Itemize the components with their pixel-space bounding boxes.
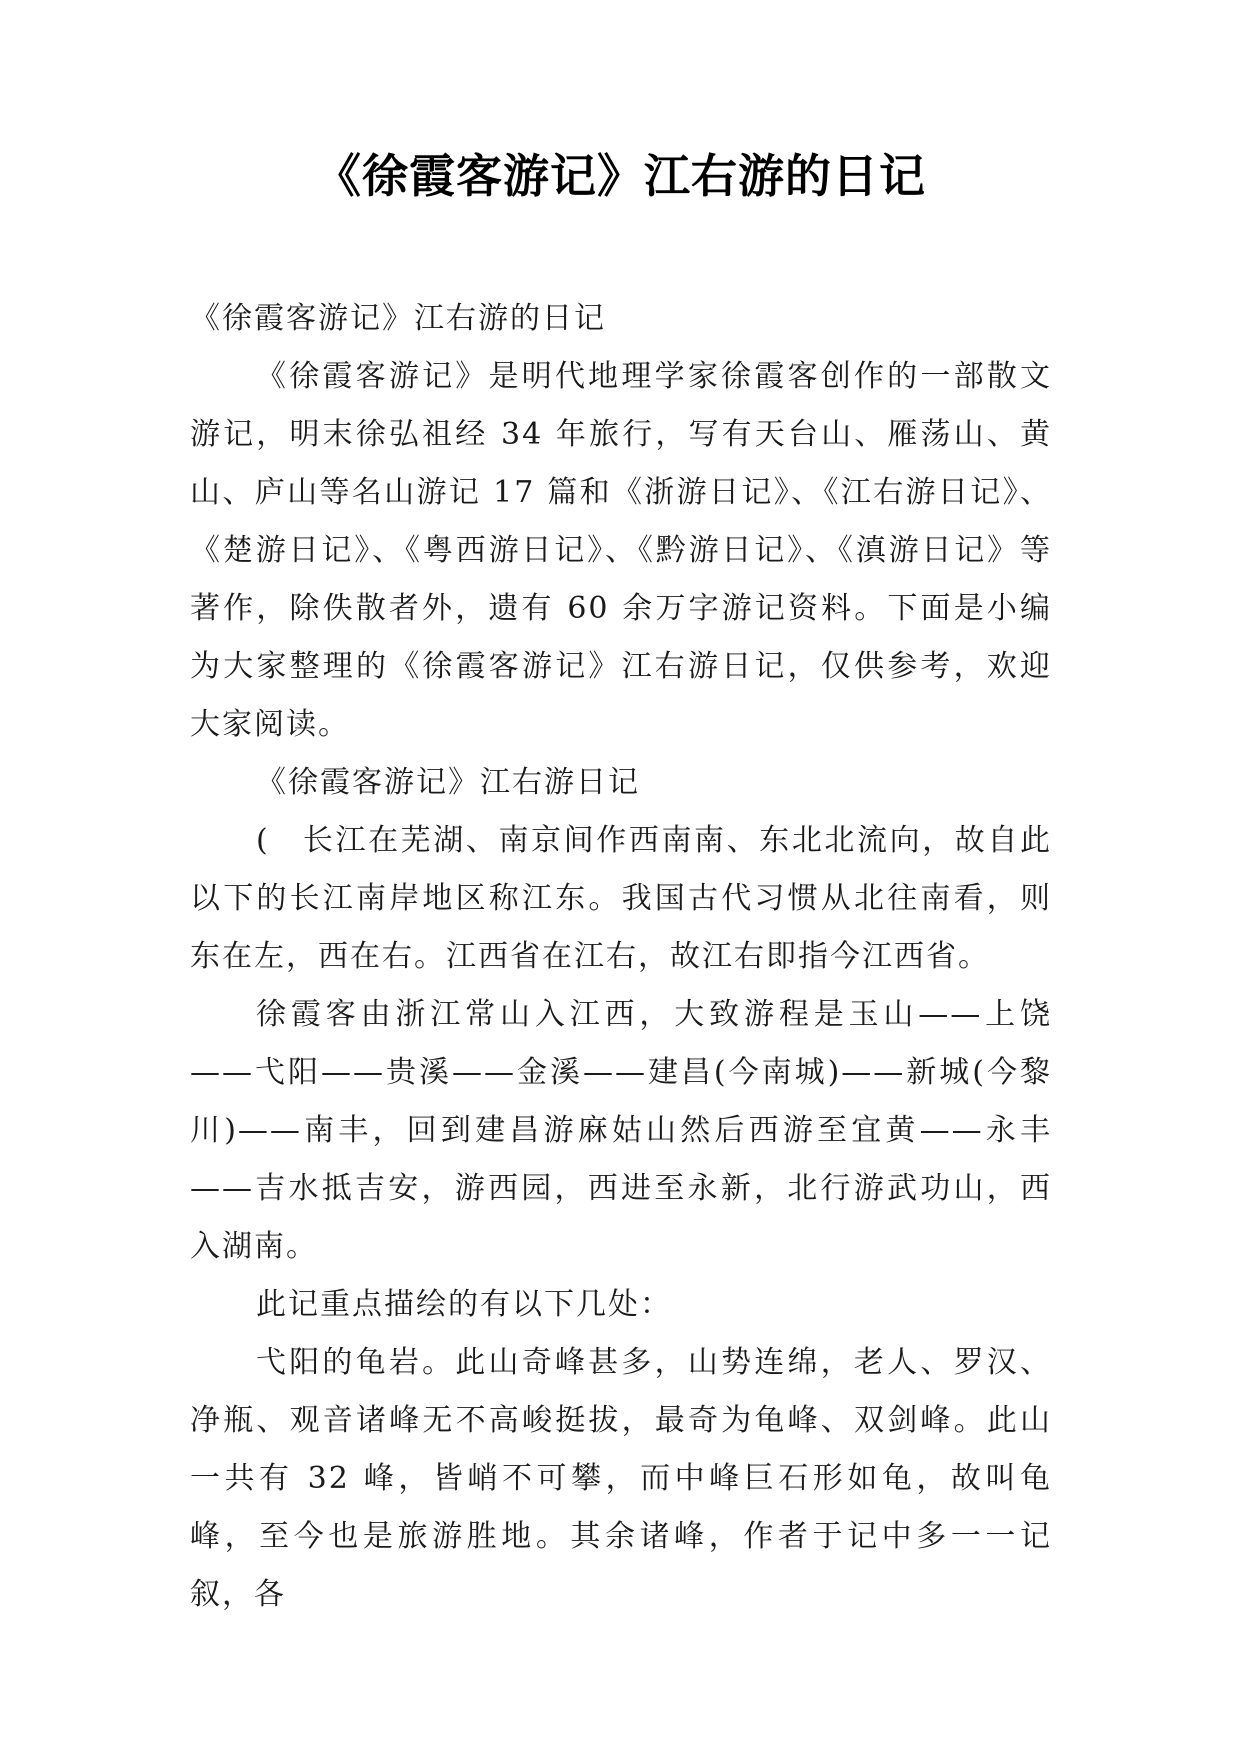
- paragraph-subheading: 《徐霞客游记》江右游日记: [256, 765, 640, 800]
- document-title: 《徐霞客游记》江右游的日记: [315, 149, 926, 203]
- paragraph-intro: 《徐霞客游记》是明代地理学家徐霞客创作的一部散文游记，明末徐弘祖经 34 年旅行，写有天台山、雁荡山、黄山、庐山等名山游记 17 篇和《浙游日记》、《江右游日记》、《楚游日记》、《粤西游日记》、《黔游日记》、《滇游日记》等著作，除佚散者外，遗有 60 余万字游记资料。下面是小编为大家整理的《徐霞客游记》江右游日记，仅供参考，欢迎大家阅读。: [190, 359, 1052, 742]
- paragraph-heading: 《徐霞客游记》江右游的日记: [190, 301, 606, 336]
- paragraph-highlights-intro: 此记重点描绘的有以下几处：: [256, 1287, 672, 1322]
- paragraph-note: ( 长江在芜湖、南京间作西南南、东北北流向，故自此以下的长江南岸地区称江东。我国古代习惯从北往南看，则东在左，西在右。江西省在江右，故江右即指今江西省。: [190, 823, 1052, 974]
- paragraph-itinerary: 徐霞客由浙江常山入江西，大致游程是玉山——上饶——弋阳——贵溪——金溪——建昌(今南城)——新城(今黎川)——南丰，回到建昌游麻姑山然后西游至宜黄——永丰——吉水抵吉安，游西园，西进至永新，北行游武功山，西入湖南。: [190, 997, 1052, 1264]
- document-body: [190, 290, 1052, 1624]
- paragraph-guiyan: 弋阳的龟岩。此山奇峰甚多，山势连绵，老人、罗汉、净瓶、观音诸峰无不高峻挺拔，最奇为龟峰、双剑峰。此山一共有 32 峰，皆峭不可攀，而中峰巨石形如龟，故叫龟峰，至今也是旅游胜地。其余诸峰，作者于记中多一一记叙，各: [190, 1345, 1052, 1612]
